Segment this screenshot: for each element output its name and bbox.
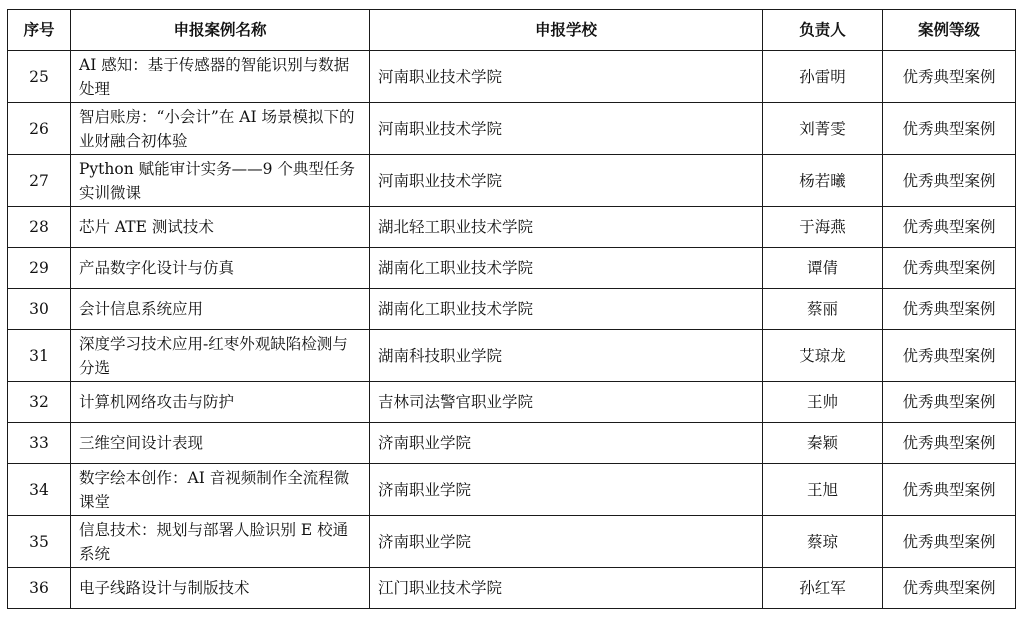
table-row [8, 382, 1016, 423]
cell-level: 优秀典型案例 [883, 103, 1016, 155]
cell-school: 吉林司法警官职业学院 [370, 382, 763, 423]
cell-level: 优秀典型案例 [883, 382, 1016, 423]
cell-case-name: 产品数字化设计与仿真 [71, 248, 370, 289]
header-case-name: 申报案例名称 [71, 10, 370, 51]
cell-school: 河南职业技术学院 [370, 155, 763, 207]
cell-index: 31 [8, 330, 71, 382]
cell-level: 优秀典型案例 [883, 423, 1016, 464]
table-row [8, 248, 1016, 289]
cell-person: 王帅 [763, 382, 883, 423]
cell-school: 河南职业技术学院 [370, 51, 763, 103]
cell-level: 优秀典型案例 [883, 330, 1016, 382]
cell-school: 湖南化工职业技术学院 [370, 289, 763, 330]
header-level: 案例等级 [883, 10, 1016, 51]
cell-case-name: 芯片 ATE 测试技术 [71, 207, 370, 248]
cell-case-name: 深度学习技术应用-红枣外观缺陷检测与分选 [71, 330, 370, 382]
cell-case-name: 三维空间设计表现 [71, 423, 370, 464]
cell-index: 29 [8, 248, 71, 289]
cell-index: 34 [8, 464, 71, 516]
header-person: 负责人 [763, 10, 883, 51]
cell-level: 优秀典型案例 [883, 568, 1016, 609]
cell-case-name: AI 感知：基于传感器的智能识别与数据处理 [71, 51, 370, 103]
cell-index: 33 [8, 423, 71, 464]
cell-school: 济南职业学院 [370, 464, 763, 516]
table-row [8, 103, 1016, 155]
table-row [8, 516, 1016, 568]
cell-person: 蔡琼 [763, 516, 883, 568]
cell-index: 27 [8, 155, 71, 207]
cell-school: 江门职业技术学院 [370, 568, 763, 609]
table-row [8, 207, 1016, 248]
cell-index: 25 [8, 51, 71, 103]
cell-case-name: Python 赋能审计实务——9 个典型任务实训微课 [71, 155, 370, 207]
header-school: 申报学校 [370, 10, 763, 51]
cell-level: 优秀典型案例 [883, 464, 1016, 516]
cell-case-name: 智启账房：“小会计”在 AI 场景模拟下的业财融合初体验 [71, 103, 370, 155]
cell-case-name: 电子线路设计与制版技术 [71, 568, 370, 609]
cell-school: 济南职业学院 [370, 423, 763, 464]
table-row [8, 464, 1016, 516]
table-header-row [8, 10, 1016, 51]
cell-index: 28 [8, 207, 71, 248]
cell-person: 蔡丽 [763, 289, 883, 330]
cell-school: 湖南化工职业技术学院 [370, 248, 763, 289]
cell-level: 优秀典型案例 [883, 207, 1016, 248]
cell-case-name: 计算机网络攻击与防护 [71, 382, 370, 423]
table-row [8, 51, 1016, 103]
cell-index: 35 [8, 516, 71, 568]
cell-level: 优秀典型案例 [883, 248, 1016, 289]
cell-person: 王旭 [763, 464, 883, 516]
cell-level: 优秀典型案例 [883, 516, 1016, 568]
cell-person: 孙雷明 [763, 51, 883, 103]
table-row [8, 155, 1016, 207]
cell-index: 32 [8, 382, 71, 423]
cell-case-name: 信息技术：规划与部署人脸识别 E 校通系统 [71, 516, 370, 568]
table-row [8, 568, 1016, 609]
cell-person: 孙红军 [763, 568, 883, 609]
cell-school: 湖南科技职业学院 [370, 330, 763, 382]
cell-case-name: 数字绘本创作：AI 音视频制作全流程微课堂 [71, 464, 370, 516]
cell-school: 河南职业技术学院 [370, 103, 763, 155]
cell-person: 艾琼龙 [763, 330, 883, 382]
cell-school: 济南职业学院 [370, 516, 763, 568]
header-index: 序号 [8, 10, 71, 51]
table-row [8, 289, 1016, 330]
cell-person: 秦颖 [763, 423, 883, 464]
cell-level: 优秀典型案例 [883, 155, 1016, 207]
cell-level: 优秀典型案例 [883, 289, 1016, 330]
cell-person: 杨若曦 [763, 155, 883, 207]
cell-index: 36 [8, 568, 71, 609]
cell-person: 刘菁雯 [763, 103, 883, 155]
cell-school: 湖北轻工职业技术学院 [370, 207, 763, 248]
case-table [7, 9, 1016, 609]
cell-index: 26 [8, 103, 71, 155]
table-row [8, 330, 1016, 382]
cell-level: 优秀典型案例 [883, 51, 1016, 103]
cell-person: 谭倩 [763, 248, 883, 289]
table-row [8, 423, 1016, 464]
cell-case-name: 会计信息系统应用 [71, 289, 370, 330]
cell-person: 于海燕 [763, 207, 883, 248]
cell-index: 30 [8, 289, 71, 330]
